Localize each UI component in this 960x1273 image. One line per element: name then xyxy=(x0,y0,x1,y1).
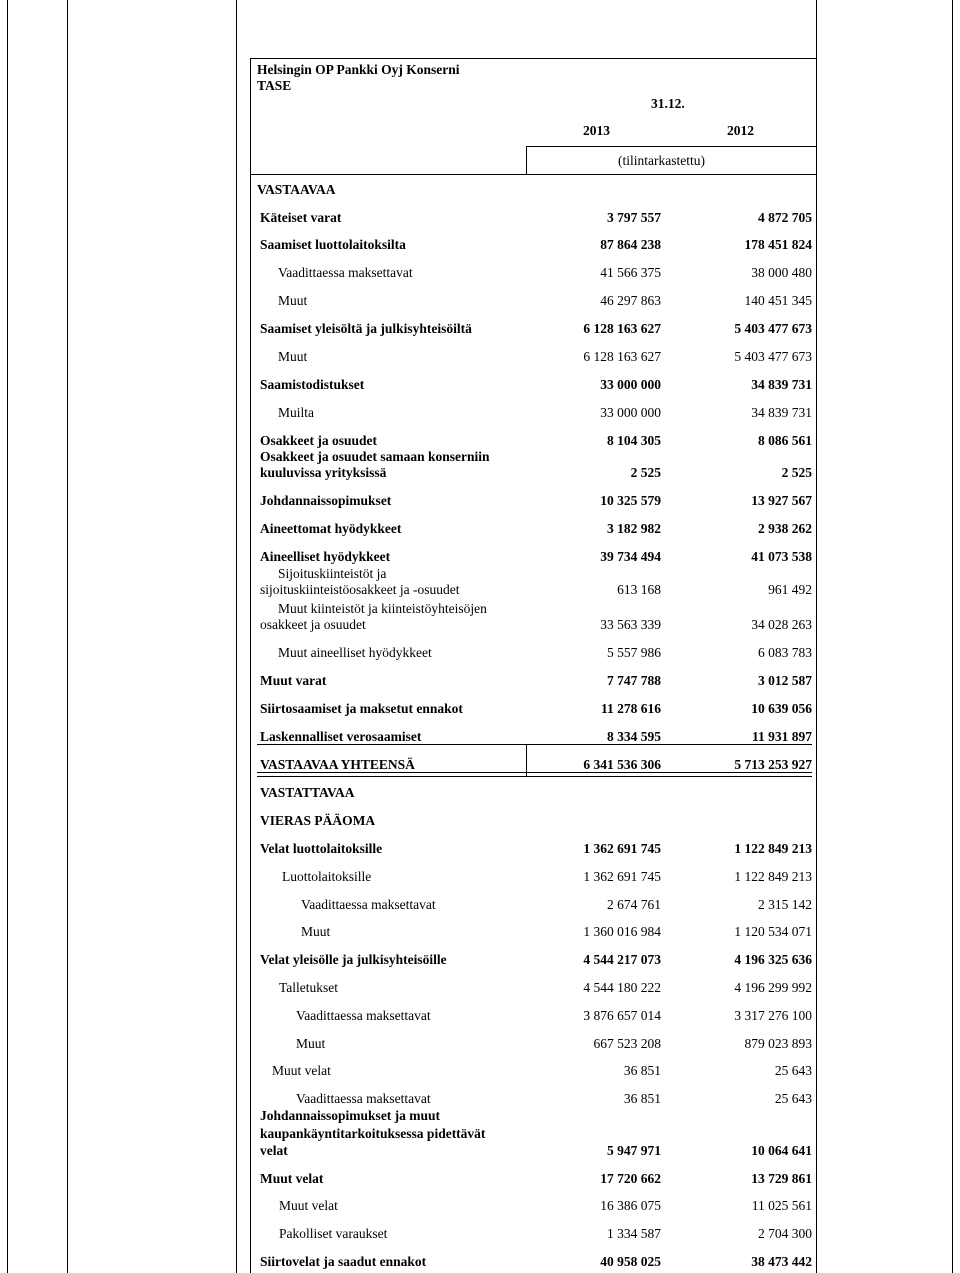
row-value-2013: 3 182 982 xyxy=(607,521,661,536)
row-value-2012: 879 023 893 xyxy=(744,1036,812,1051)
row-value-2013: 4 544 217 073 xyxy=(583,952,661,967)
row-value-2012: 178 451 824 xyxy=(744,237,812,252)
row-value-2012: 1 122 849 213 xyxy=(734,841,812,856)
row-label: Velat yleisölle ja julkisyhteisöille xyxy=(260,952,447,967)
page-border-right xyxy=(952,0,953,1273)
row-value-2013: 8 104 305 xyxy=(607,433,661,448)
row-label: Talletukset xyxy=(279,980,339,995)
row-label: Muut xyxy=(278,293,308,308)
row-value-2013: 6 128 163 627 xyxy=(583,349,661,364)
row-label: Muut aineelliset hyödykkeet xyxy=(278,645,432,660)
row-value-2012: 2 315 142 xyxy=(758,897,812,912)
row-label: Käteiset varat xyxy=(260,210,342,225)
row-value-2012: 25 643 xyxy=(774,1091,812,1106)
period-date: 31.12. xyxy=(651,96,685,111)
row-label: Vaadittaessa maksettavat xyxy=(296,1008,431,1023)
row-value-2013: 1 362 691 745 xyxy=(583,869,661,884)
row-value-2012: 10 639 056 xyxy=(751,701,812,716)
row-value-2013: 41 566 375 xyxy=(600,265,661,280)
row-value-2012: 3 012 587 xyxy=(758,673,812,688)
row-value-2013: 33 000 000 xyxy=(600,405,661,420)
row-value-2012: 13 927 567 xyxy=(751,493,812,508)
row-label: Laskennalliset verosaamiset xyxy=(260,729,422,744)
row-value-2012: 3 317 276 100 xyxy=(734,1008,812,1023)
row-value-2013: 36 851 xyxy=(623,1091,661,1106)
section-liabilities: VASTATTAVAA xyxy=(260,785,355,800)
row-value-2012: 11 025 561 xyxy=(751,1198,812,1213)
row-label: Johdannaissopimukset ja muut xyxy=(260,1108,441,1123)
table-border-left xyxy=(236,0,237,1273)
row-label: Muut velat xyxy=(260,1171,324,1186)
row-value-2013: 3 876 657 014 xyxy=(583,1008,661,1023)
total-rule xyxy=(257,772,812,773)
row-value-2013: 17 720 662 xyxy=(600,1171,661,1186)
page-border-left xyxy=(7,0,8,1273)
row-value-2013: 33 000 000 xyxy=(600,377,661,392)
row-value-2012: 38 473 442 xyxy=(751,1254,812,1269)
row-label: Sijoituskiinteistöt ja xyxy=(278,566,387,581)
row-value-2012: 2 704 300 xyxy=(758,1226,812,1241)
row-value-2013: 16 386 075 xyxy=(600,1198,661,1213)
table-border-right xyxy=(816,0,817,1273)
row-label: Vaadittaessa maksettavat xyxy=(301,897,436,912)
year-2012: 2012 xyxy=(727,123,754,138)
row-value-2012: 2 938 262 xyxy=(758,521,812,536)
row-value-2013: 1 360 016 984 xyxy=(583,924,661,939)
row-label: Aineelliset hyödykkeet xyxy=(260,549,391,564)
row-value-2013: 3 797 557 xyxy=(607,210,661,225)
row-value-2013: 2 525 xyxy=(630,465,661,480)
audited-note: (tilintarkastettu) xyxy=(618,153,705,168)
row-label: VASTAAVAA YHTEENSÄ xyxy=(260,757,415,772)
section-assets: VASTAAVAA xyxy=(257,182,336,197)
row-label: Pakolliset varaukset xyxy=(279,1226,388,1241)
row-value-2013: 613 168 xyxy=(617,582,661,597)
row-value-2012: 34 839 731 xyxy=(751,377,812,392)
row-value-2012: 4 872 705 xyxy=(758,210,812,225)
row-value-2013: 1 362 691 745 xyxy=(583,841,661,856)
row-value-2013: 40 958 025 xyxy=(600,1254,661,1269)
row-value-2012: 1 122 849 213 xyxy=(734,869,812,884)
section-debt: VIERAS PÄÄOMA xyxy=(260,813,376,828)
row-label: Siirtovelat ja saadut ennakot xyxy=(260,1254,427,1269)
row-value-2013: 4 544 180 222 xyxy=(583,980,661,995)
row-value-2013: 8 334 595 xyxy=(607,729,661,744)
row-label: Muut velat xyxy=(279,1198,338,1213)
row-label-cont: kuuluvissa yrityksissä xyxy=(260,465,387,480)
header-rule xyxy=(526,146,816,147)
row-label: Vaadittaessa maksettavat xyxy=(278,265,413,280)
row-label: Siirtosaamiset ja maksetut ennakot xyxy=(260,701,463,716)
row-value-2013: 667 523 208 xyxy=(593,1036,661,1051)
subtotal-rule xyxy=(257,744,812,745)
row-label: Luottolaitoksille xyxy=(282,869,372,884)
row-label: Muut xyxy=(301,924,331,939)
row-value-2013: 11 278 616 xyxy=(600,701,661,716)
page-border-inner xyxy=(67,0,68,1273)
row-label-cont: sijoituskiinteistöosakkeet ja -osuudet xyxy=(260,582,460,597)
year-2013: 2013 xyxy=(583,123,610,138)
row-value-2012: 4 196 325 636 xyxy=(734,952,812,967)
report-title: TASE xyxy=(257,78,292,93)
row-value-2012: 11 931 897 xyxy=(751,729,812,744)
row-value-2013: 10 325 579 xyxy=(600,493,661,508)
row-value-2012: 6 083 783 xyxy=(758,645,812,660)
row-value-2012: 8 086 561 xyxy=(758,433,812,448)
row-value-2013: 6 128 163 627 xyxy=(583,321,661,336)
row-value-2012: 5 403 477 673 xyxy=(734,321,812,336)
row-label-cont: kaupankäyntitarkoituksessa pidettävät xyxy=(260,1126,486,1141)
row-value-2012: 41 073 538 xyxy=(751,549,812,564)
row-value-2012: 10 064 641 xyxy=(751,1143,812,1158)
row-value-2012: 5 403 477 673 xyxy=(734,349,812,364)
row-value-2013: 7 747 788 xyxy=(607,673,661,688)
row-label: Osakkeet ja osuudet xyxy=(260,433,378,448)
row-label: Saamiset yleisöltä ja julkisyhteisöiltä xyxy=(260,321,472,336)
row-value-2012: 2 525 xyxy=(781,465,812,480)
table-inner-left xyxy=(250,58,251,1273)
row-label: Aineettomat hyödykkeet xyxy=(260,521,402,536)
row-value-2012: 140 451 345 xyxy=(744,293,812,308)
row-value-2012: 34 839 731 xyxy=(751,405,812,420)
row-value-2012: 25 643 xyxy=(774,1063,812,1078)
row-value-2012: 38 000 480 xyxy=(751,265,812,280)
row-label: Saamiset luottolaitoksilta xyxy=(260,237,406,252)
row-value-2013: 6 341 536 306 xyxy=(583,757,661,772)
table-top-rule xyxy=(250,58,816,59)
row-value-2013: 33 563 339 xyxy=(600,617,661,632)
row-value-2012: 13 729 861 xyxy=(751,1171,812,1186)
row-value-2013: 5 947 971 xyxy=(607,1143,661,1158)
row-label: Osakkeet ja osuudet samaan konserniin xyxy=(260,449,490,464)
row-value-2013: 46 297 863 xyxy=(600,293,661,308)
row-label: Vaadittaessa maksettavat xyxy=(296,1091,431,1106)
company-name: Helsingin OP Pankki Oyj Konserni xyxy=(257,62,460,77)
header-divider xyxy=(526,146,527,174)
row-value-2013: 87 864 238 xyxy=(600,237,661,252)
row-label: Muut velat xyxy=(272,1063,331,1078)
total-divider xyxy=(526,744,527,777)
row-label: Muut xyxy=(278,349,308,364)
row-value-2012: 961 492 xyxy=(768,582,812,597)
row-value-2013: 2 674 761 xyxy=(607,897,661,912)
row-value-2012: 4 196 299 992 xyxy=(734,980,812,995)
row-label: Saamistodistukset xyxy=(260,377,365,392)
row-label-cont: velat xyxy=(260,1143,288,1158)
row-value-2013: 1 334 587 xyxy=(607,1226,661,1241)
row-label: Muut kiinteistöt ja kiinteistöyhteisöjen xyxy=(278,601,487,616)
total-rule-double xyxy=(257,776,812,777)
row-label: Muilta xyxy=(278,405,314,420)
row-label: Muut xyxy=(296,1036,326,1051)
row-label: Johdannaissopimukset xyxy=(260,493,392,508)
row-label: Muut varat xyxy=(260,673,327,688)
row-value-2013: 5 557 986 xyxy=(607,645,661,660)
row-value-2012: 1 120 534 071 xyxy=(734,924,812,939)
row-value-2012: 34 028 263 xyxy=(751,617,812,632)
row-value-2013: 36 851 xyxy=(623,1063,661,1078)
header-bottom-rule xyxy=(250,174,816,175)
row-value-2013: 39 734 494 xyxy=(600,549,661,564)
row-label-cont: osakkeet ja osuudet xyxy=(260,617,366,632)
row-label: Velat luottolaitoksille xyxy=(260,841,383,856)
row-value-2012: 5 713 253 927 xyxy=(734,757,812,772)
